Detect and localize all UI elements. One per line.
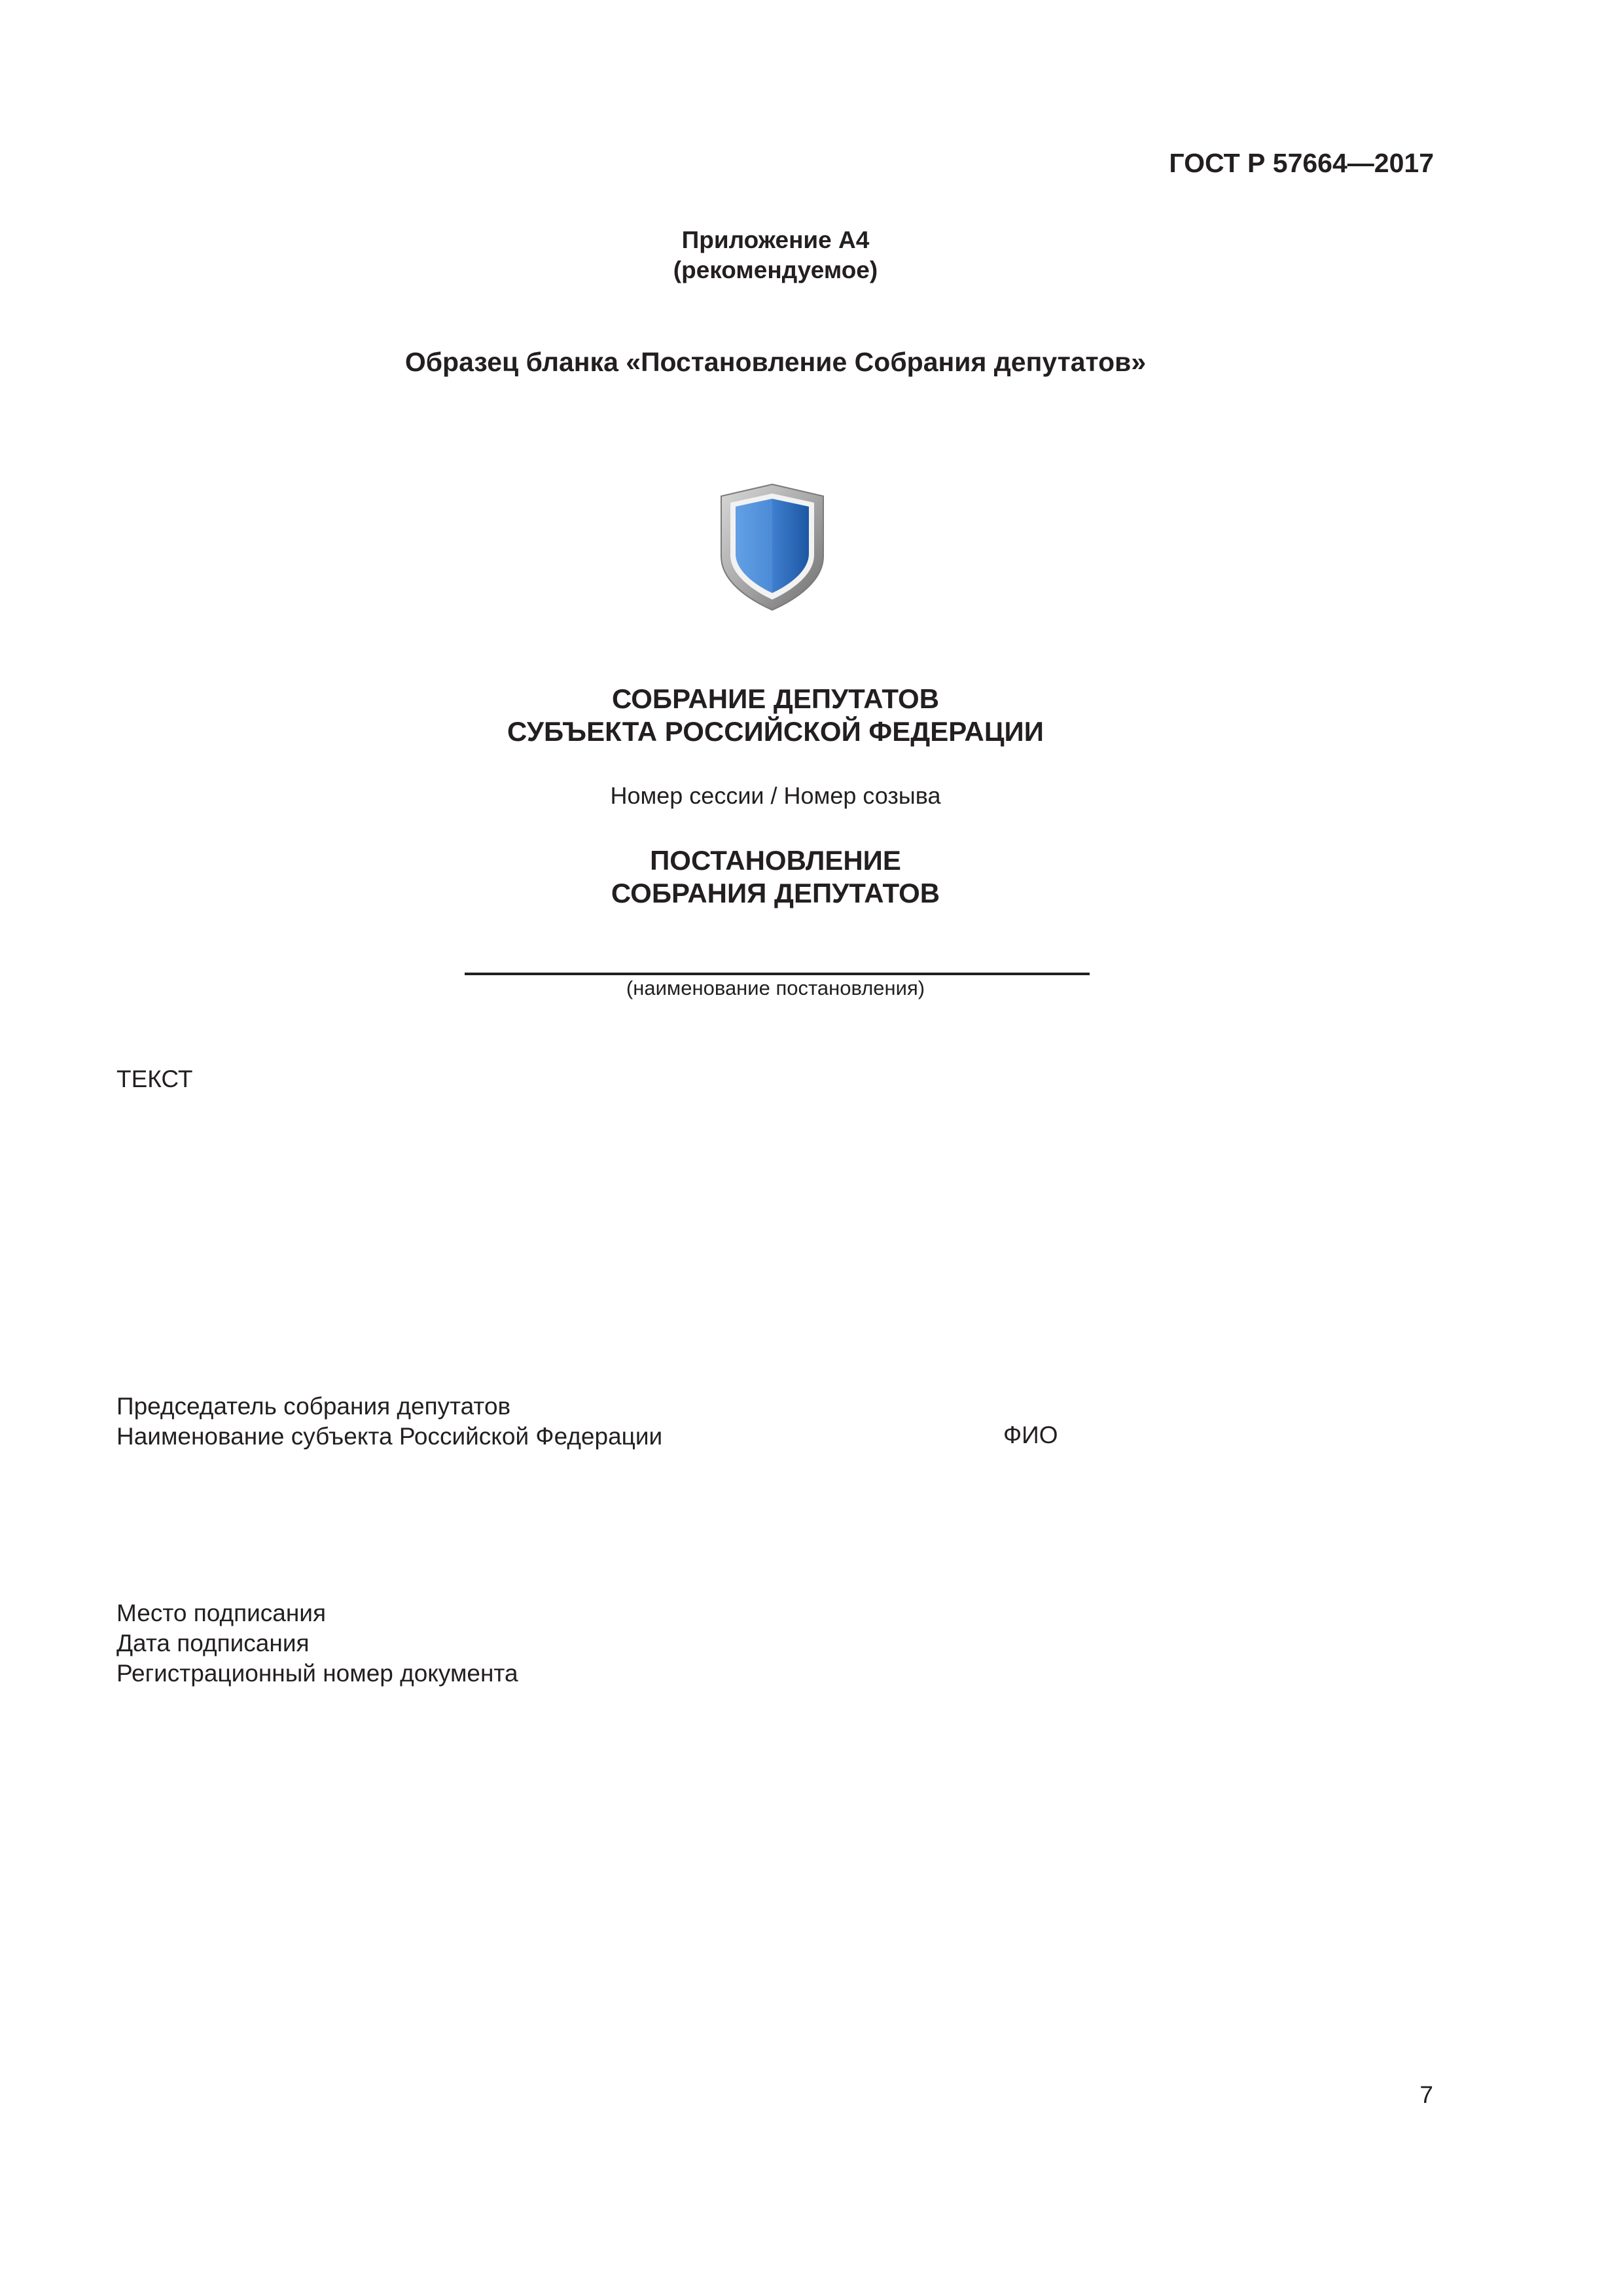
page-number: 7: [1419, 2081, 1433, 2108]
session-number: Номер сессии / Номер созыва: [610, 782, 941, 809]
resolution-line-2: СОБРАНИЯ ДЕПУТАТОВ: [611, 878, 940, 908]
assembly-name: [0, 683, 1551, 748]
resolution-name-line: [465, 973, 1090, 975]
standard-number: ГОСТ Р 57664—2017: [1169, 148, 1434, 178]
chairman-position: Председатель собрания депутатов: [116, 1393, 511, 1420]
form-title: Образец бланка «Постановление Собрания депутатов»: [404, 347, 1147, 377]
body-text: ТЕКСТ: [116, 1066, 193, 1092]
assembly-line-1: СОБРАНИЕ ДЕПУТАТОВ: [611, 683, 940, 714]
signing-place: Место подписания: [116, 1600, 327, 1626]
registration-number: Регистрационный номер документа: [116, 1660, 518, 1687]
resolution-name-caption: (наименование постановления): [626, 977, 925, 999]
resolution-line-1: ПОСТАНОВЛЕНИЕ: [650, 845, 901, 876]
appendix-status: (рекомендуемое): [673, 257, 878, 283]
resolution-title: [0, 844, 1551, 910]
signing-date: Дата подписания: [116, 1630, 310, 1657]
shield-icon: [719, 483, 826, 611]
chairman-block: [116, 1391, 662, 1452]
appendix-label: Приложение А4: [681, 226, 870, 253]
signing-info: [116, 1598, 518, 1689]
assembly-line-2: СУБЪЕКТА РОССИЙСКОЙ ФЕДЕРАЦИИ: [507, 716, 1044, 747]
subject-name: Наименование субъекта Российской Федерации: [116, 1423, 663, 1450]
signatory-name: ФИО: [1003, 1422, 1058, 1448]
appendix-heading: [0, 225, 1551, 285]
